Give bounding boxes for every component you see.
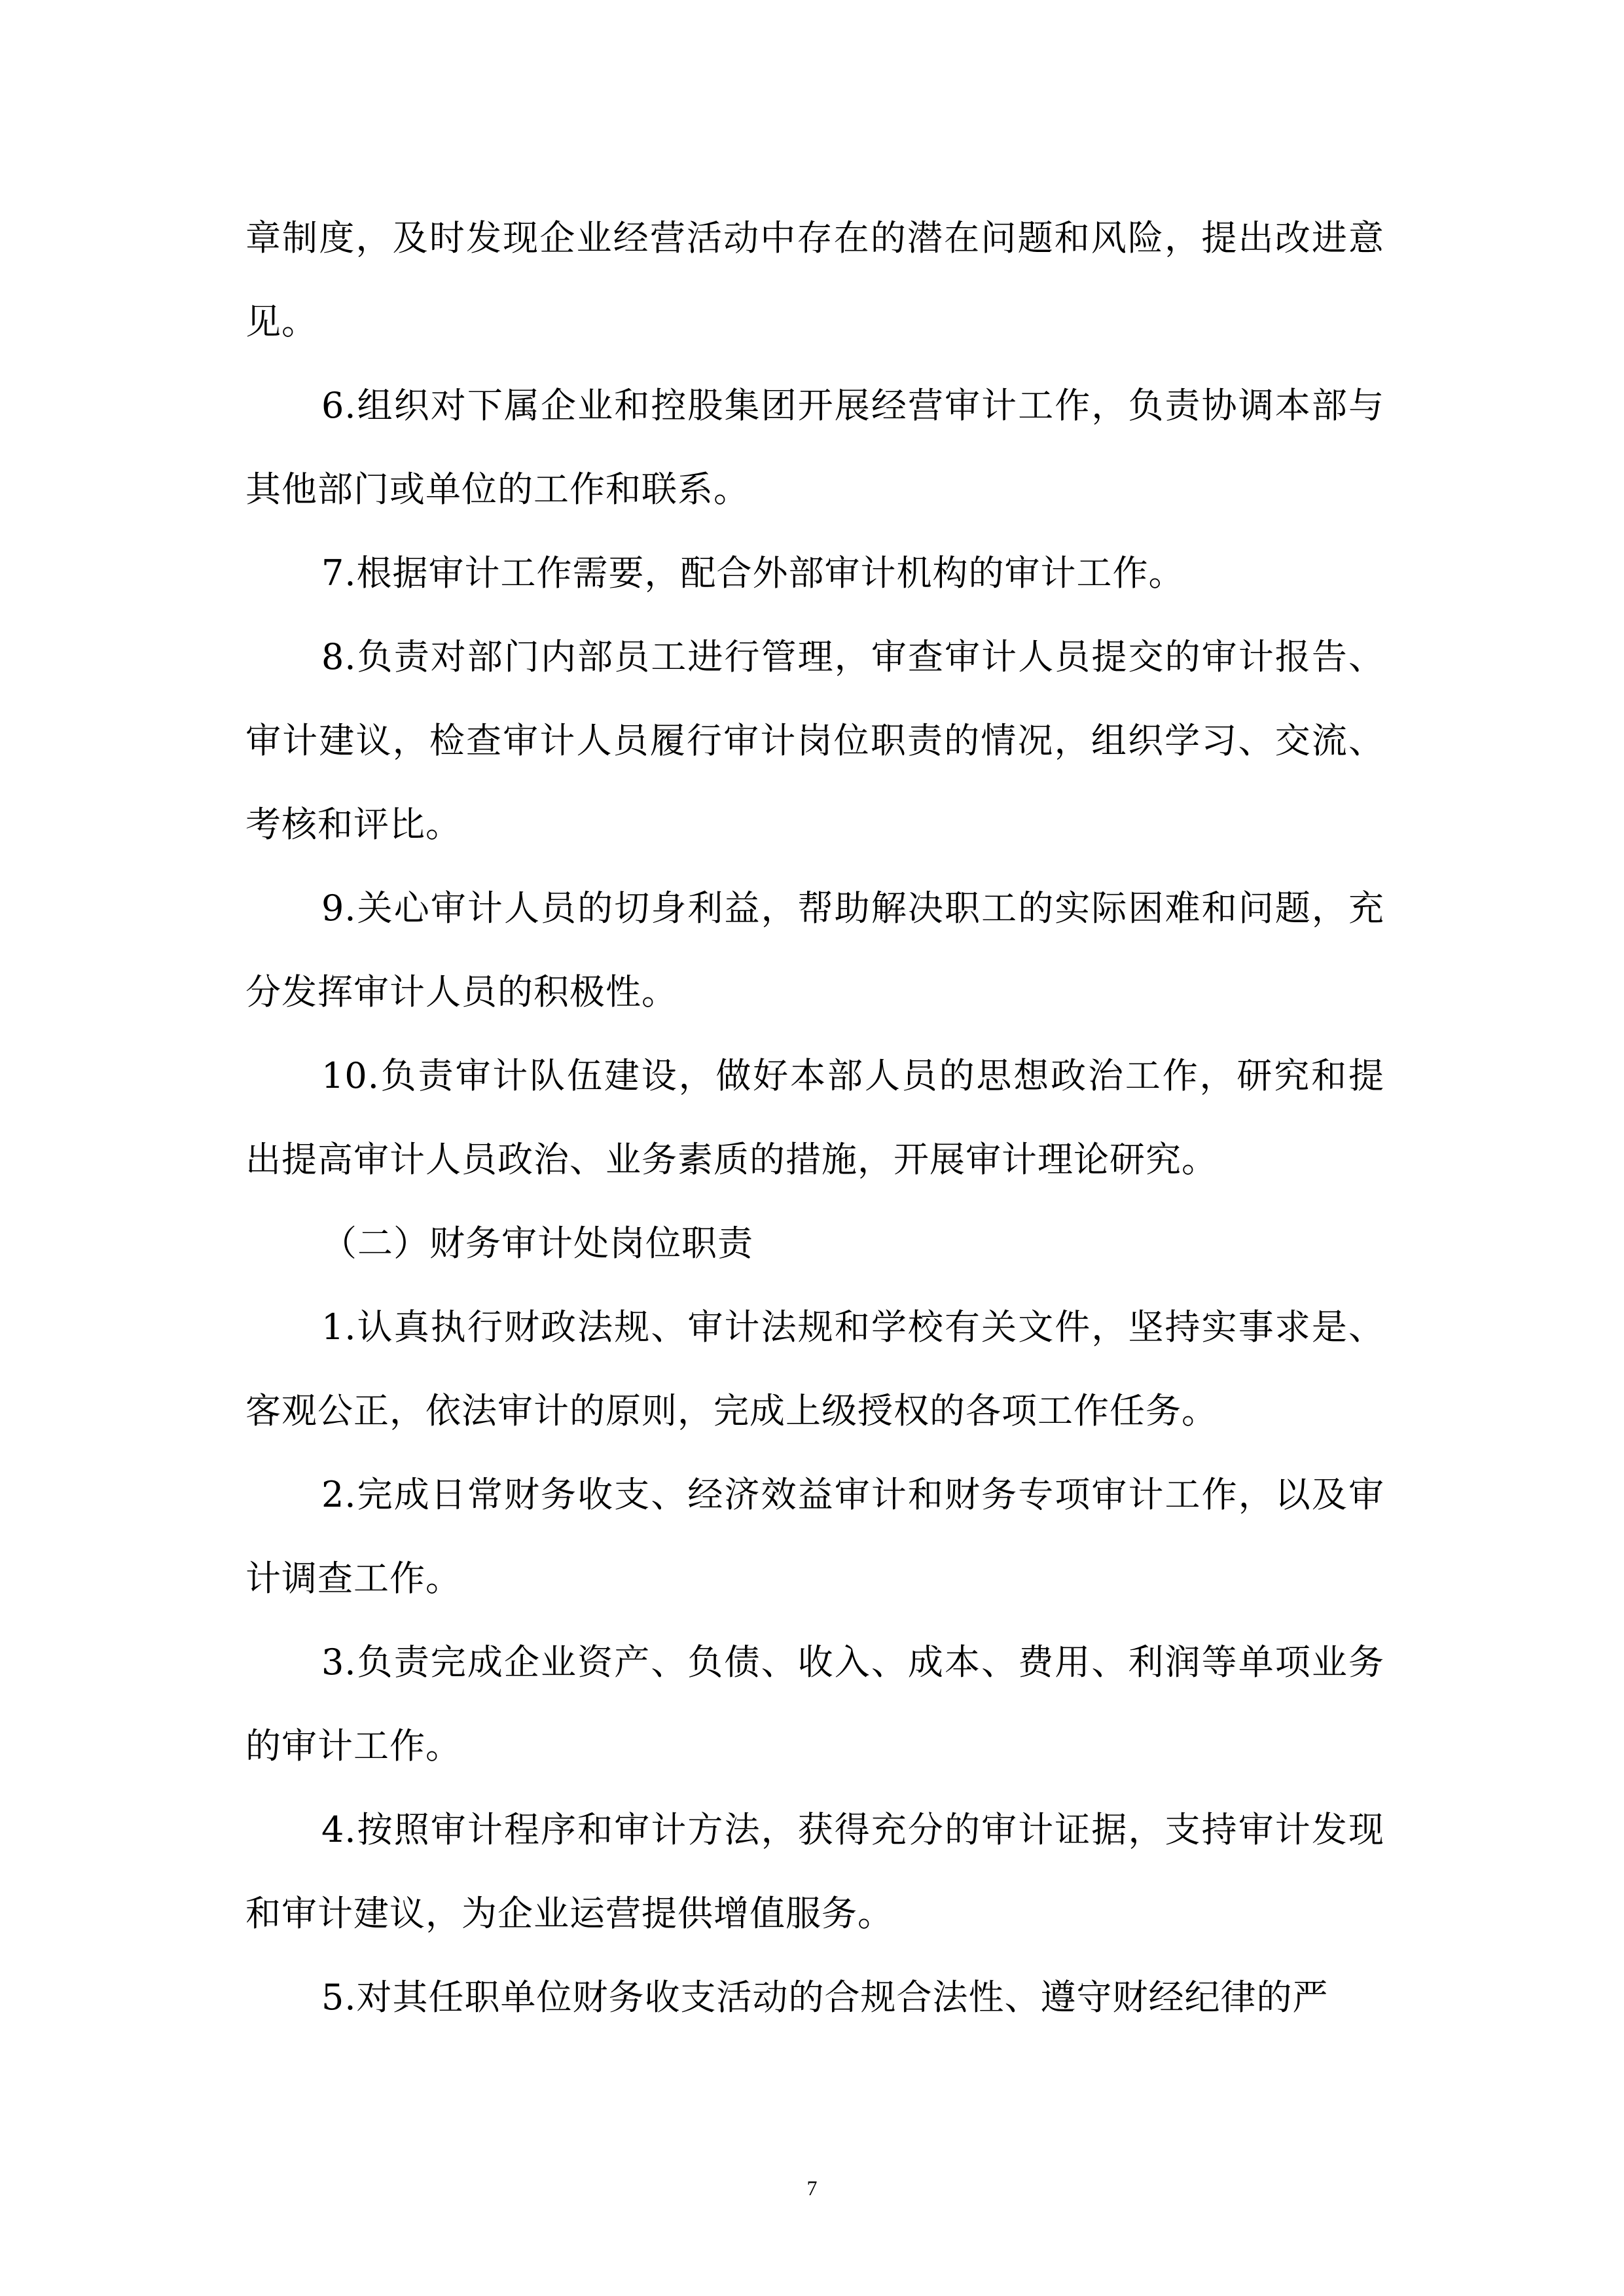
paragraph-item-7: 7.根据审计工作需要，配合外部审计机构的审计工作。 <box>321 552 1185 594</box>
paragraph-item-10: 10.负责审计队伍建设，做好本部人员的思想政治工作，研究和提出提高审计人员政治、业务素质的措施，开展审计理论研究。 <box>245 1055 1384 1180</box>
paragraph-finance-item-3: 3.负责完成企业资产、负债、收入、成本、费用、利润等单项业务的审计工作。 <box>245 1641 1384 1767</box>
paragraph-finance-item-1: 1.认真执行财政法规、审计法规和学校有关文件，坚持实事求是、客观公正，依法审计的原则，完成上级授权的各项工作任务。 <box>245 1306 1384 1431</box>
paragraph-finance-item-2: 2.完成日常财务收支、经济效益审计和财务专项审计工作，以及审计调查工作。 <box>245 1474 1384 1599</box>
section-heading: （二）财务审计处岗位职责 <box>321 1223 753 1264</box>
paragraph-item-6: 6.组织对下属企业和控股集团开展经营审计工作，负责协调本部与其他部门或单位的工作和联系。 <box>245 385 1384 510</box>
paragraph-item-9: 9.关心审计人员的切身利益，帮助解决职工的实际困难和问题，充分发挥审计人员的积极性。 <box>245 888 1384 1013</box>
paragraph-continuation: 章制度，及时发现企业经营活动中存在的潜在问题和风险，提出改进意见。 <box>245 217 1384 342</box>
paragraph-item-8: 8.负责对部门内部员工进行管理，审查审计人员提交的审计报告、审计建议，检查审计人员履行审计岗位职责的情况，组织学习、交流、考核和评比。 <box>245 636 1384 845</box>
body-text <box>245 196 1384 2039</box>
paragraph-finance-item-5: 5.对其任职单位财务收支活动的合规合法性、遵守财经纪律的严 <box>321 1977 1329 2018</box>
paragraph-finance-item-4: 4.按照审计程序和审计方法，获得充分的审计证据，支持审计发现和审计建议，为企业运营提供增值服务。 <box>245 1809 1384 1934</box>
page-number: 7 <box>806 2176 818 2200</box>
